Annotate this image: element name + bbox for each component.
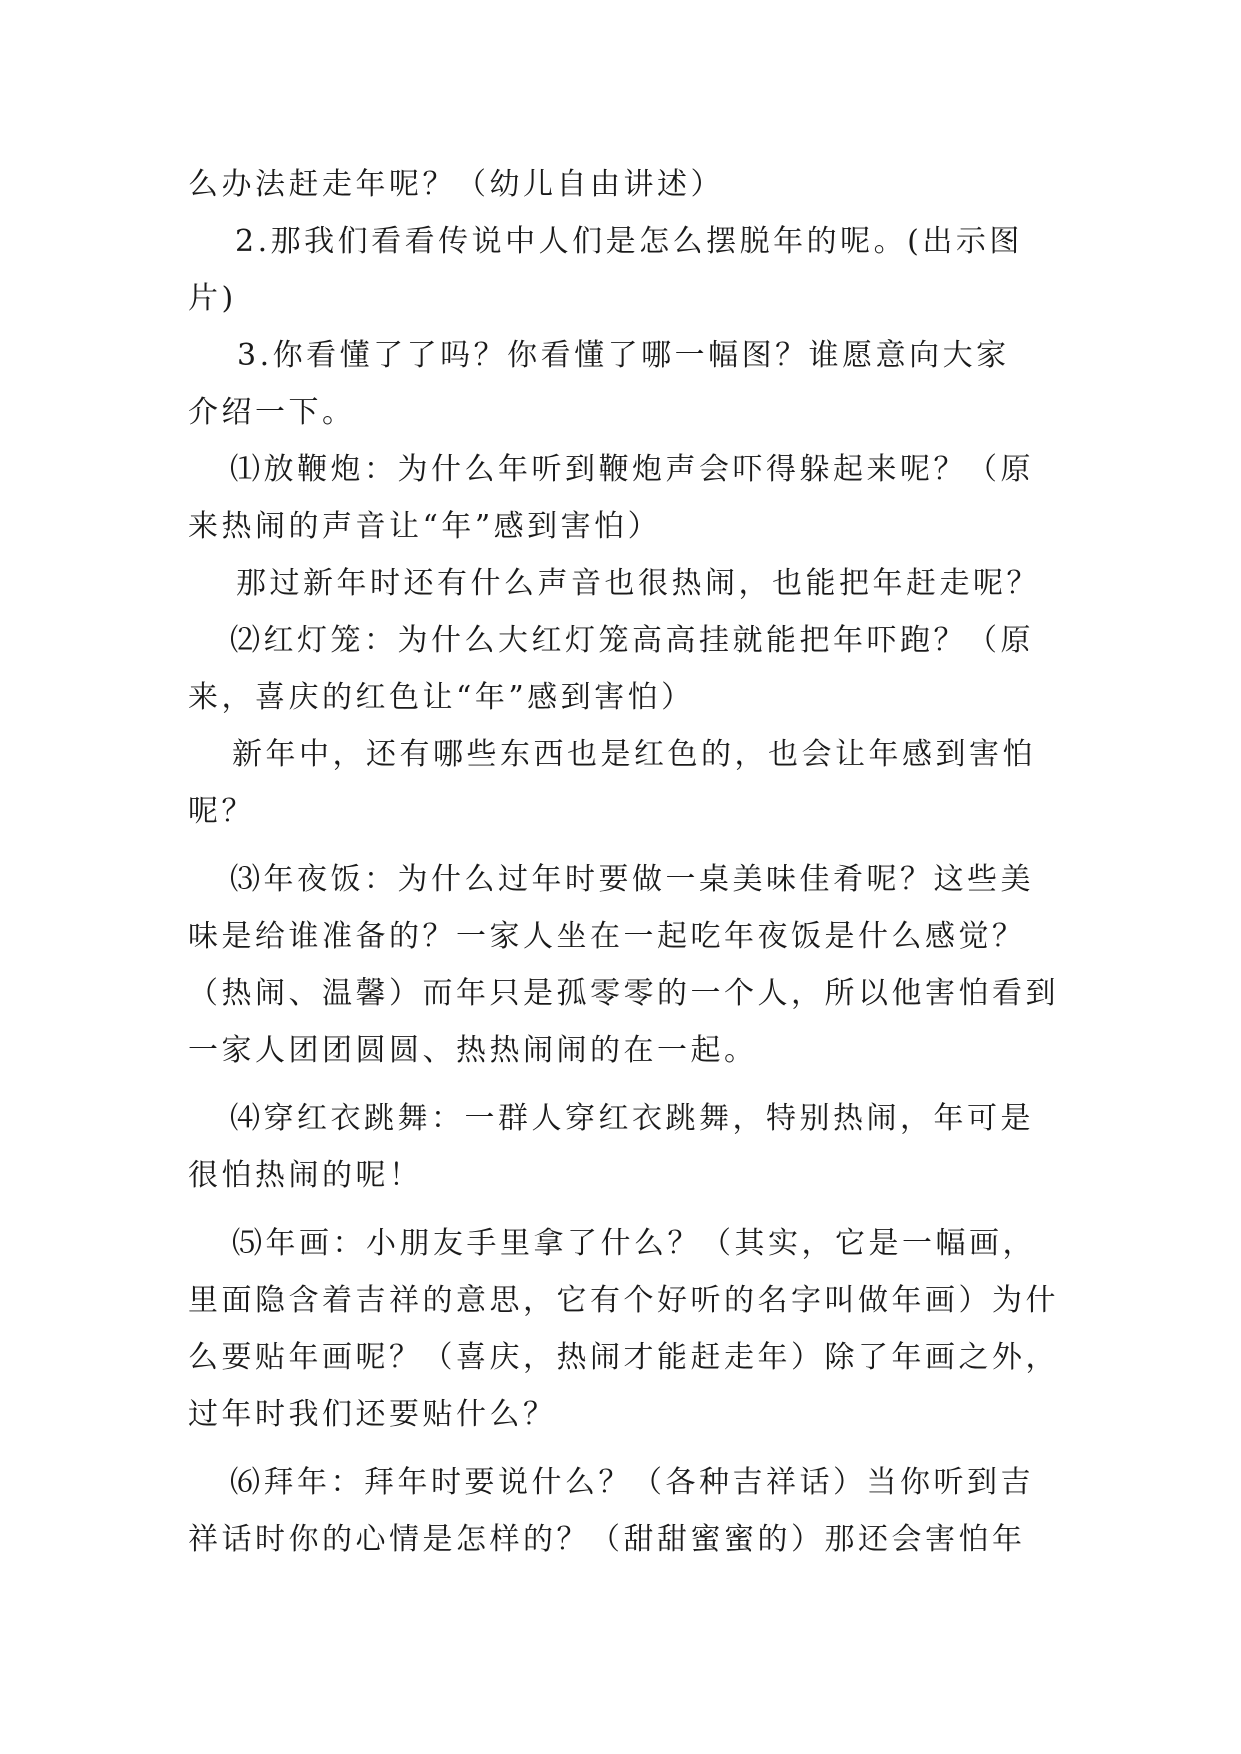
text-line: 很怕热闹的呢！ (188, 1158, 423, 1193)
text-line: ⑶年夜饭：为什么过年时要做一桌美味佳肴呢？这些美 (230, 862, 1034, 897)
text-line: 祥话时你的心情是怎样的？（甜甜蜜蜜的）那还会害怕年 (188, 1522, 1026, 1557)
text-line: 么要贴年画呢？（喜庆，热闹才能赶走年）除了年画之外， (188, 1340, 1059, 1375)
text-line: ⑹拜年：拜年时要说什么？（各种吉祥话）当你听到吉 (230, 1465, 1034, 1500)
text-line: 呢？ (188, 794, 255, 829)
text-line: ⑵红灯笼：为什么大红灯笼高高挂就能把年吓跑？（原 (230, 623, 1034, 658)
text-line: 片) (188, 281, 237, 316)
text-line: ⑴放鞭炮：为什么年听到鞭炮声会吓得躲起来呢？（原 (230, 452, 1034, 487)
text-line: （热闹、温馨）而年只是孤零零的一个人，所以他害怕看到 (188, 976, 1059, 1011)
text-line: 2.那我们看看传说中人们是怎么摆脱年的呢。(出示图 (235, 224, 1023, 259)
text-line: 来热闹的声音让“年”感到害怕） (188, 509, 662, 544)
text-line: ⑷穿红衣跳舞：一群人穿红衣跳舞，特别热闹，年可是 (230, 1101, 1034, 1136)
text-line: ⑸年画：小朋友手里拿了什么？（其实，它是一幅画， (232, 1226, 1036, 1261)
text-line: 那过新年时还有什么声音也很热闹，也能把年赶走呢？ (236, 566, 1040, 601)
text-line: 3.你看懂了了吗？你看懂了哪一幅图？谁愿意向大家 (237, 338, 1010, 373)
text-line: 一家人团团圆圆、热热闹闹的在一起。 (188, 1033, 758, 1068)
text-line: 新年中，还有哪些东西也是红色的，也会让年感到害怕 (232, 737, 1036, 772)
text-line: 来，喜庆的红色让“年”感到害怕） (188, 680, 695, 715)
text-line: 味是给谁准备的？一家人坐在一起吃年夜饭是什么感觉？ (188, 919, 1026, 954)
text-line: 么办法赶走年呢？（幼儿自由讲述） (188, 167, 724, 202)
text-line: 里面隐含着吉祥的意思，它有个好听的名字叫做年画）为什 (188, 1283, 1059, 1318)
text-line: 介绍一下。 (188, 395, 356, 430)
text-line: 过年时我们还要贴什么？ (188, 1397, 557, 1432)
